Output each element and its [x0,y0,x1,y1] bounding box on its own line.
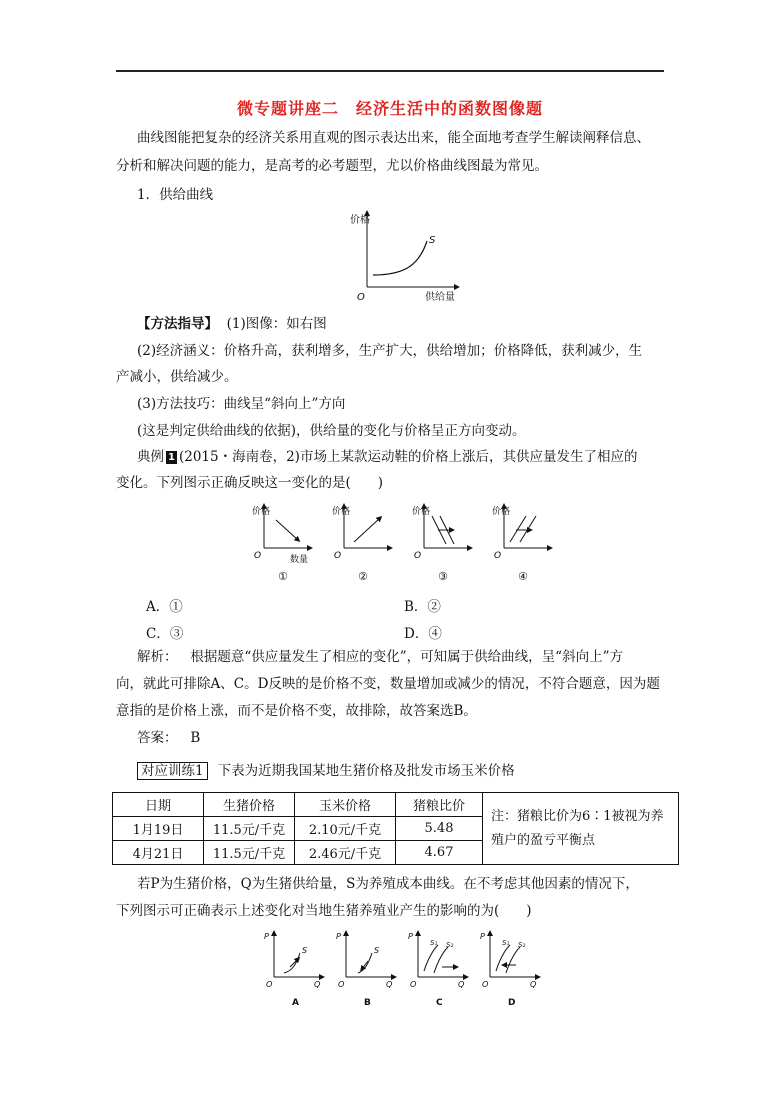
pqa-xlabel: Q [314,980,321,989]
question2-line-2: 下列图示可正确表示上述变化对当地生猪养殖业产生的影响的为( ) [116,903,532,919]
method-tag: 【方法指导】 [137,316,218,332]
training-line [137,762,515,780]
answer-value: B [190,730,201,746]
table-note: 注：猪粮比价为6∶1被视为养殖户的盈亏平衡点 [483,793,679,865]
intro-line-2: 分析和解决问题的能力，是高考的必考题型，尤以价格曲线图最为常见。 [116,158,548,174]
pqa-curve-label: S [302,946,308,955]
fig3-label: ③ [438,570,448,583]
fig3-ylabel: 价格 [412,507,431,517]
option-d: D．④ [404,626,442,642]
pqd-origin: O [482,980,489,989]
pqd-ylabel: P [480,932,485,941]
example-badge: 1 [168,452,175,463]
table-cell: 4月21日 [113,841,204,865]
answer-label: 答案： [137,730,178,746]
fig-1 [252,505,310,583]
method-line-3: (3)方法技巧：曲线呈“斜向上”方向 [137,396,346,412]
fig1-line [276,520,298,540]
fig-3 [412,505,470,583]
table-cell: 2.46元/千克 [295,841,396,865]
table-cell: 2.10元/千克 [295,817,396,841]
pqa-label: A [292,998,299,1008]
pqc-curve-label-1: S₁ [430,939,438,947]
method-1: (1)图像：如右图 [226,316,327,332]
pqd-xlabel: Q [530,980,537,989]
fig2-line [354,518,380,542]
training-text: 下表为近期我国某地生猪价格及批发市场玉米价格 [217,763,515,779]
table-cell: 4.67 [396,841,483,865]
pq-figures [260,925,550,1009]
pqa-ylabel: P [264,932,269,941]
fig2-origin: O [334,551,342,561]
fig-2 [332,505,390,583]
table-cell: 11.5元/千克 [204,841,295,865]
table-header-row [113,793,679,817]
pqd-curve-label-2: S₂ [518,941,526,949]
training-tag: 对应训练1 [137,762,208,780]
example-line-1 [137,449,637,465]
pqc-curve-label-2: S₂ [446,941,454,949]
pqb-ylabel: P [336,932,341,941]
fig3-origin: O [414,551,422,561]
option-a: A．① [146,599,183,615]
table-cell: 5.48 [396,817,483,841]
y-axis-label: 价格 [350,215,370,226]
method-line-2a: (2)经济涵义：价格升高，获利增多，生产扩大，供给增加；价格降低，获利减少，生 [137,343,643,359]
analysis-line-2: 向，就此可排除A、C。D反映的是价格不变，数量增加或减少的情况，不符合题意，因为题 [116,676,660,692]
pqc-label: C [436,998,443,1008]
pq-fig-b [336,932,394,1008]
pqb-xlabel: Q [386,980,393,989]
supply-curve-figure [345,205,465,307]
option-c: C．③ [146,626,184,642]
pqb-label: B [364,998,371,1008]
pqa-origin: O [266,980,273,989]
fig1-label: ① [278,570,288,583]
answer-line [137,730,200,746]
fig2-label: ② [358,570,368,583]
analysis-line-1 [137,649,623,665]
table-cell: 11.5元/千克 [204,817,295,841]
pqb-curve-label: S [374,946,380,955]
page-title: 微专题讲座二 经济生活中的函数图像题 [236,99,543,118]
pqd-label: D [508,998,516,1008]
example-line-2: 变化。下列图示正确反映这一变化的是( ) [116,475,384,491]
curve-label: S [429,235,436,246]
table-header: 猪粮比价 [396,793,483,817]
fig4-origin: O [494,551,502,561]
method-line-3b: (这是判定供给曲线的依据)，供给量的变化与价格呈正方向变动。 [137,423,526,439]
intro-line-1: 曲线图能把复杂的经济关系用直观的图示表达出来，能全面地考查学生解读阐释信息、 [137,130,650,146]
fig1-ylabel: 价格 [252,507,271,517]
fig1-xlabel: 数量 [290,555,309,565]
header-rule [116,70,664,72]
pqb-origin: O [338,980,345,989]
origin-label: O [357,292,365,303]
table-header: 玉米价格 [295,793,396,817]
supply-curve [373,241,427,275]
analysis-1: 根据题意“供应量发生了相应的变化”，可知属于供给曲线，呈“斜向上”方 [190,649,623,665]
example-text: (2015・海南卷，2)市场上某款运动鞋的价格上涨后，其供应量发生了相应的 [178,449,638,465]
fig1-origin: O [254,551,262,561]
pqc-origin: O [410,980,417,989]
option-b: B．② [404,599,441,615]
question2-line-1: 若P为生猪价格，Q为生猪供给量，S为养殖成本曲线。在不考虑其他因素的情况下， [137,876,639,892]
pq-fig-c [408,932,466,1008]
table-cell: 1月19日 [113,817,204,841]
table-header: 生猪价格 [204,793,295,817]
pq-fig-d [480,932,538,1008]
method-line-2b: 产减小，供给减少。 [116,369,238,385]
pqd-curve-label-1: S₁ [502,939,510,947]
section-heading: 1．供给曲线 [137,187,214,203]
fig-4 [492,505,550,583]
pqc-ylabel: P [408,932,413,941]
fig2-ylabel: 价格 [332,507,351,517]
method-line-1 [137,316,327,332]
analysis-line-3: 意指的是价格上涨，而不是价格不变，故排除，故答案选B。 [116,703,477,719]
fig4-label: ④ [518,570,528,583]
fig4-ylabel: 价格 [492,507,511,517]
small-figures [248,500,548,586]
table-header: 日期 [113,793,204,817]
analysis-label: 解析： [137,649,178,665]
price-table [112,792,679,865]
pq-fig-a [264,932,322,1008]
x-axis-label: 供给量 [425,292,455,303]
pqc-xlabel: Q [458,980,465,989]
example-prefix: 典例 [137,449,164,465]
